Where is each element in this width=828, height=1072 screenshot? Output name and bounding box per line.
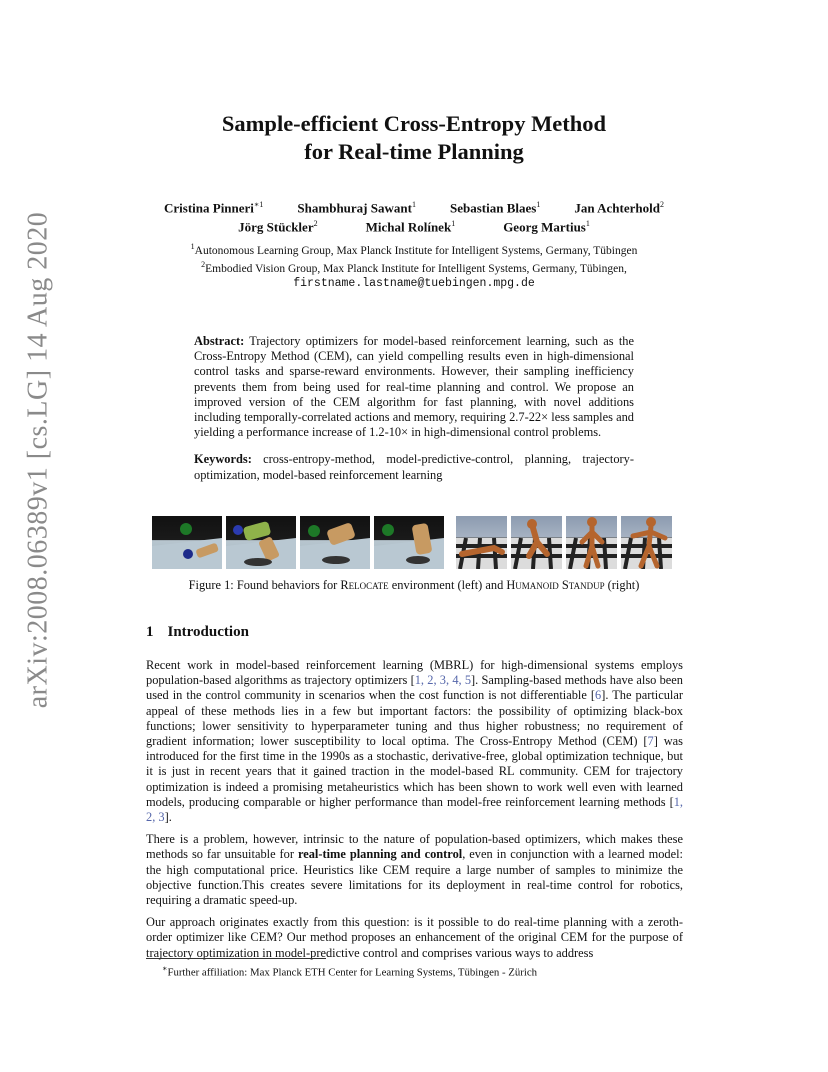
relocate-frame-image [374,516,444,569]
humanoid-frame-image [621,516,672,569]
humanoid-frame-image [456,516,507,569]
figure-1-caption: Figure 1: Found behaviors for Relocate environment (left) and Humanoid Standup (right) [188,578,640,592]
humanoid-frame-image [511,516,562,569]
relocate-frame-image [226,516,296,569]
paper-title [0,110,828,166]
author: Michal Rolínek$^1$ [365,219,456,235]
email: firstname.lastname@tuebingen.mpg.de [293,276,535,290]
affiliations [0,240,828,291]
title-line-1: Sample-efficient Cross-Entropy Method [221,111,607,136]
footnote-divider [146,958,326,959]
keywords-label: Keywords: [194,452,252,467]
author: Shambhuraj Sawant$^1$ [297,200,416,216]
affiliation-1: $^1$Autonomous Learning Group, Max Planck Institute for Intelligent Systems, Germany, Tübingen [190,242,638,257]
section-number: 1 [146,624,154,640]
author: Jörg Stückler$^2$ [238,219,318,235]
author: Jan Achterhold$^2$ [574,200,664,216]
keywords [194,452,634,482]
relocate-frame-image [300,516,370,569]
abstract [194,334,634,495]
relocate-frame-image [152,516,222,569]
keywords-text: cross-entropy-method, model-predictive-control, planning, trajectory-optimization, model-based reinforcement learning [194,452,634,482]
citation-link[interactable]: 6 [595,688,602,703]
author: Cristina Pinneri$^{∗1}$ [164,200,264,216]
abstract-paragraph [194,334,634,440]
section-heading [146,624,249,641]
author: Georg Martius$^1$ [503,219,590,235]
author: Sebastian Blaes$^1$ [450,200,541,216]
humanoid-frame-image [566,516,617,569]
abstract-label: Abstract: [194,334,245,348]
body-text [146,658,683,968]
env-name-humanoid: Humanoid Standup [506,578,605,592]
env-name-relocate: Relocate [340,578,389,592]
title-line-2: for Real-time Planning [304,139,524,164]
citation-link[interactable]: 1, 2, 3 [146,794,683,825]
arxiv-identifier-text: arXiv:2008.06389v1 [cs.LG] 14 Aug 2020 [22,211,54,709]
paragraph: There is a problem, however, intrinsic to the nature of population-based optimizers, which makes these methods so far unsuitable for real-time planning and control, even in conjunction with a learned model: the high computational price. Heuristics like CEM require a large number of samples to minimize the objective function.This creates severe limitations for its deployment in real-time control for robotics, requiring a dramatic speed-up. [146,832,683,908]
paragraph: Our approach originates exactly from this question: is it possible to do real-time planning with a zeroth-order optimizer like CEM? Our method proposes an enhancement of the original CEM for the purpose of trajectory optimization in model-predictive control and comprises various ways to address [146,915,683,960]
abstract-text: Trajectory optimizers for model-based reinforcement learning, such as the Cross-Entropy Method (CEM), can yield compelling results even in high-dimensional control tasks and sparse-reward environments. However, their sampling inefficiency prevents them from being used for real-time planning and control. We propose an improved version of the CEM algorithm for fast planning, with novel additions including temporally-correlated actions and memory, requiring 2.7-22× less samples and yielding a performance increase of 1.2-10× in high-dimensional control problems. [194,334,634,440]
emphasis: real-time planning and control [297,847,463,862]
citation-link[interactable]: 7 [647,734,654,749]
author-list [140,197,688,236]
figure-1-images [152,516,676,569]
citation-link[interactable]: 1, 2, 3, 4, 5 [414,673,472,688]
paragraph: Recent work in model-based reinforcement learning (MBRL) for high-dimensional systems employs population-based algorithms as trajectory optimizers [1, 2, 3, 4, 5]. Sampling-based methods have also been used in the control community in scenarios when the cost function is not differentiable [6]. The particular appeal of these methods lies in a few but important factors: the possibility of optimizing black-box functions; lower sensitivity to hyperparameter tuning and thus higher robustness; no requirement of gradient information; lower susceptibility to local optima. The Cross-Entropy Method (CEM) [7] was introduced for the first time in the 1990s as a stochastic, derivative-free, global optimization technique, but it is just in recent years that it gained traction in the model-based RL community. CEM for trajectory optimization is indeed a promising metaheuristics which has been shown to work well even with learned models, producing comparable or higher performance than model-free reinforcement learning methods [1, 2, 3]. [146,658,684,825]
affiliation-2: $^2$Embodied Vision Group, Max Planck Institute for Intelligent Systems, Germany, Tübingen, [201,260,627,276]
footnote: ∗Further affiliation: Max Planck ETH Center for Learning Systems, Tübingen - Zürich [162,964,538,979]
section-title: Introduction [167,624,249,640]
